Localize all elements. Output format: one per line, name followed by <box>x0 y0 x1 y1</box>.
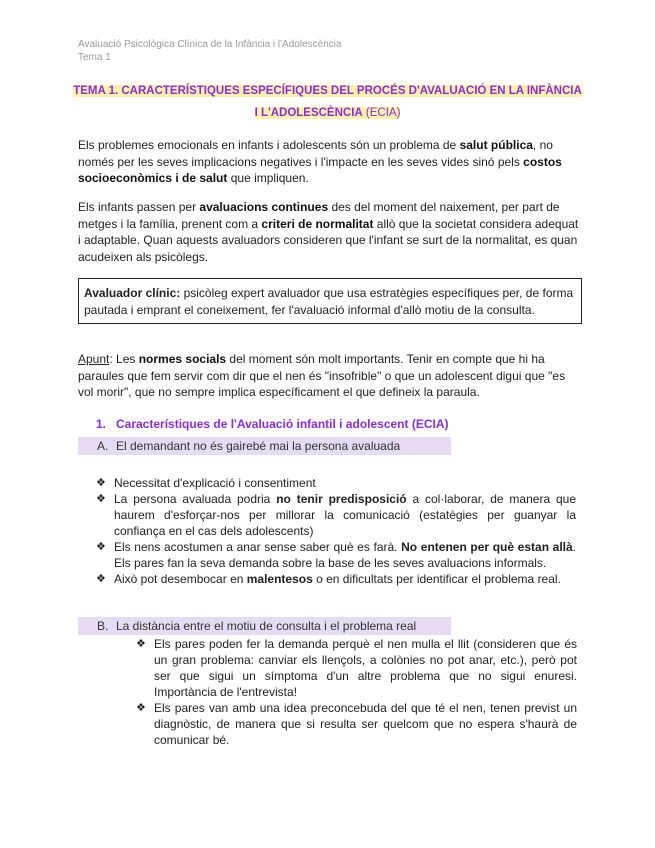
text: Els pares van amb una idea preconcebuda del que té el nen, tenen previst un diagnòstic, de manera que si resulta ser quelcom que no espera s'haurà de comunicar bé. <box>154 701 577 747</box>
list-item <box>96 571 576 587</box>
text: : Les <box>109 352 139 366</box>
subsection-title: La distància entre el motiu de consulta i el problema real <box>116 619 417 633</box>
subsection-letter: B. <box>97 619 109 633</box>
header-course: Avaluació Psicològica Clínica de la Infància i l'Adolescència <box>78 39 342 50</box>
section-number: 1. <box>96 417 107 431</box>
diamond-bullet-icon: ❖ <box>96 493 106 505</box>
section-heading-1 <box>96 417 449 431</box>
bold-text: costos socioeconòmics i de salut <box>78 154 562 185</box>
list-item <box>136 700 577 748</box>
text: La persona avaluada podria <box>114 492 277 506</box>
title-line-2: I L'ADOLESCÈNCIA <box>254 107 363 119</box>
bullet-list-a <box>96 475 576 587</box>
text: Els problemes emocionals en infants i adolescents són un problema de <box>78 138 460 152</box>
text: Els pares poden fer la demanda perquè el nen mulla el llit (consideren que és un gran problema: canviar els llençols, a colònies no pot anar, etc.), però pot ser que sigui un símptoma d'un altre problema que no sigui enuresi. Importància de l'entrevista! <box>154 637 577 699</box>
text: o en dificultats per identificar el problema real. <box>312 572 561 586</box>
bold-text: No entenen per què estan allà <box>401 540 573 554</box>
diamond-bullet-icon: ❖ <box>96 541 106 553</box>
definition-text: psicòleg expert avaluador que usa estratègies específiques per, de forma pautada i emprant el coneixement, fer l'avaluació informal d'allò motiu de la consulta. <box>84 286 574 317</box>
subsection-title: El demandant no és gairebé mai la persona avaluada <box>116 439 401 453</box>
definition-label: Avaluador clínic: <box>84 286 181 300</box>
text: a col·laborar, de manera que haurem d'esforçar-nos per millorar la comunicació (estatègies per guanyar la confiança en el cas dels adolescents) <box>114 492 577 538</box>
header-topic: Tema 1 <box>78 52 111 63</box>
diamond-bullet-icon: ❖ <box>136 702 146 714</box>
paragraph-note <box>78 351 583 401</box>
diamond-bullet-icon: ❖ <box>96 477 106 489</box>
text: . Els pares fan la seva demanda sobre la base de les seves avaluacions informals. <box>114 540 577 570</box>
bold-text: salut pública <box>459 138 533 152</box>
diamond-bullet-icon: ❖ <box>96 573 106 585</box>
document-title <box>70 80 585 124</box>
bullet-list-b <box>136 636 577 748</box>
text: Necessitat d'explicació i consentiment <box>114 476 316 490</box>
text: que impliquen. <box>227 171 309 185</box>
list-item <box>96 491 576 539</box>
text: allò que la societat considera adequat i adaptable. Quan aquests avaluadors consideren que l'infant se surt de la normalitat, es quan acudeixen als psicòlegs. <box>78 216 579 264</box>
list-item <box>96 475 576 491</box>
paragraph-continuous-evaluation <box>78 199 583 265</box>
definition-box <box>78 278 582 324</box>
bold-text: malentesos <box>246 572 313 586</box>
bold-text: no tenir predisposició <box>276 492 407 506</box>
text: Els nens acostumen a anar sense saber què es farà. <box>114 540 402 554</box>
list-item <box>96 539 576 571</box>
subsection-b-heading <box>78 617 451 635</box>
title-line-1: TEMA 1. CARACTERÍSTIQUES ESPECÍFIQUES DEL PROCÉS D'AVALUACIÓ EN LA INFÀNCIA <box>73 85 582 97</box>
subsection-letter: A. <box>97 439 109 453</box>
title-abbr: (ECIA) <box>362 107 401 119</box>
text: del moment són molt importants. Tenir en compte que hi ha paraules que fem servir com dir que el nen és "insofrible" o que un adolescent digui que "es vol morir", que no sempre implica específicament el que defineix la paraula. <box>78 352 566 399</box>
section-title: Característiques de l'Avaluació infantil i adolescent (ECIA) <box>116 417 449 431</box>
diamond-bullet-icon: ❖ <box>136 638 146 650</box>
bold-text: avaluacions continues <box>199 200 329 214</box>
text: des del moment del naixement, per part de metges i la família, prenent com a <box>78 200 560 231</box>
text: , no només per les seves implicacions negatives i l'impacte en les seves vides sinó pels <box>78 138 553 169</box>
text: Els infants passen per <box>78 200 200 214</box>
note-label: Apunt <box>78 352 110 366</box>
subsection-a-heading <box>78 437 451 455</box>
paragraph-public-health <box>78 137 583 187</box>
text: Això pot desembocar en <box>114 572 247 586</box>
list-item <box>136 636 577 700</box>
page-header <box>78 38 342 64</box>
bold-text: criteri de normalitat <box>261 216 374 231</box>
bold-text: normes socials <box>138 352 227 366</box>
